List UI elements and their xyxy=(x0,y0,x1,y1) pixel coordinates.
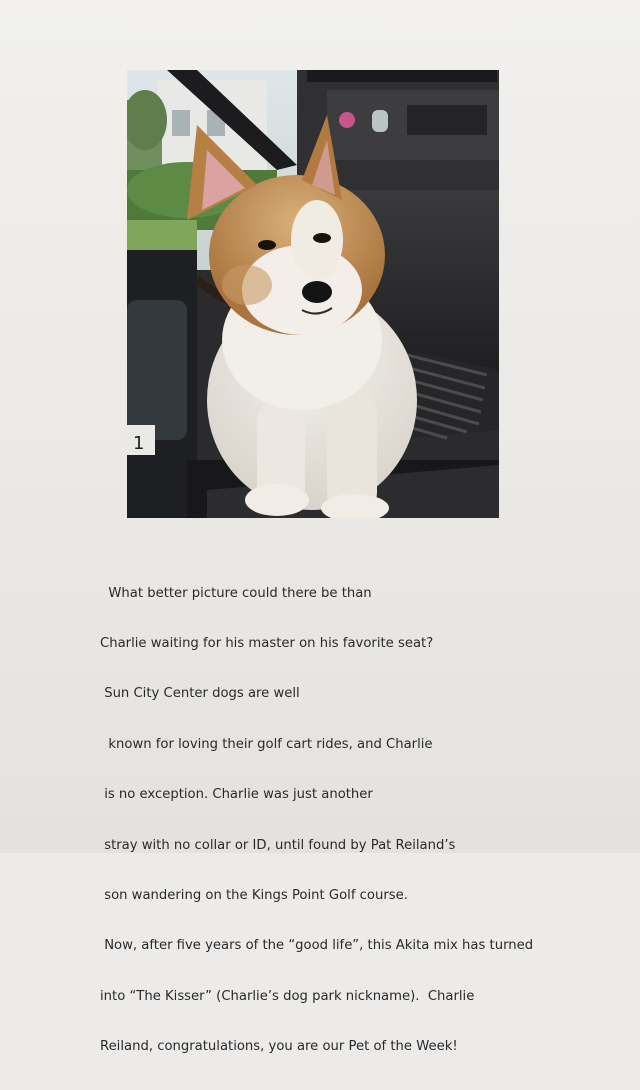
caption-line: into “The Kisser” (Charlie’s dog park nickname). Charlie xyxy=(100,988,475,1004)
caption-line: son wandering on the Kings Point Golf course. xyxy=(100,887,408,903)
caption-line: Reiland, congratulations, you are our Pet of the Week! xyxy=(100,1039,458,1055)
caption-line: known for loving their golf cart rides, and Charlie xyxy=(100,736,433,752)
pet-of-the-week-caption xyxy=(100,552,600,1090)
caption-line: Charlie waiting for his master on his favorite seat? xyxy=(100,635,434,651)
caption-line: Sun City Center dogs are well xyxy=(100,686,300,702)
caption-line: stray with no collar or ID, until found by Pat Reiland’s xyxy=(100,837,456,853)
svg-text:1: 1 xyxy=(133,433,145,454)
dog-photo xyxy=(127,70,499,518)
caption-line: Now, after five years of the “good life”, this Akita mix has turned xyxy=(100,938,534,954)
dog-on-golf-cart-image xyxy=(127,70,499,518)
caption-line: is no exception. Charlie was just another xyxy=(100,787,373,803)
caption-line: What better picture could there be than xyxy=(100,585,372,601)
